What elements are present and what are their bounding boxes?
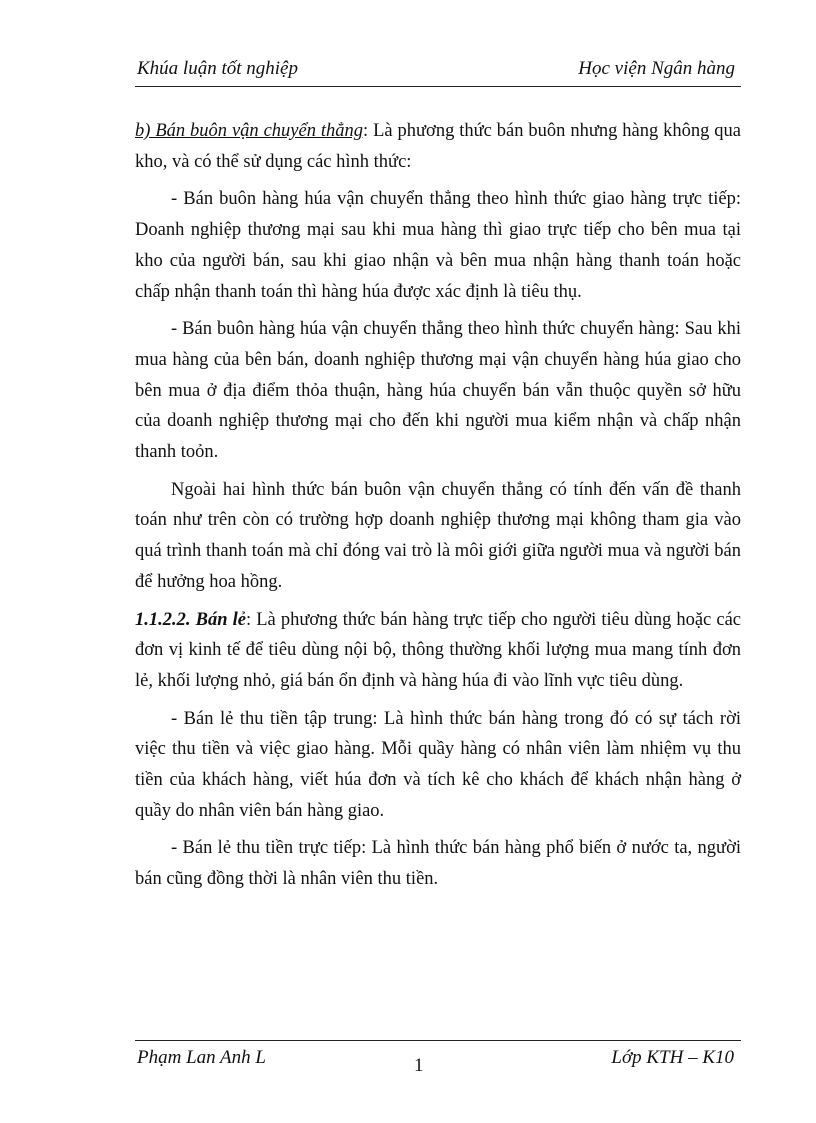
header-right-text: Học viện Ngân hàng xyxy=(578,58,735,79)
paragraph-retail-direct: - Bán lẻ thu tiền trực tiếp: Là hình thức bán hàng phổ biến ở nước ta, người bán cũng đồng thời là nhân viên thu tiền. xyxy=(135,838,741,890)
page-header xyxy=(135,58,741,87)
document-body xyxy=(135,116,741,902)
section-heading-retail: 1.1.2.2. Bán lẻ xyxy=(135,609,246,630)
footer-class: Lớp KTH – K10 xyxy=(611,1047,734,1068)
footer-divider xyxy=(135,1040,741,1041)
paragraph-direct-delivery: - Bán buôn hàng húa vận chuyển thẳng theo hình thức giao hàng trực tiếp: Doanh nghiệp thương mại sau khi mua hàng thì giao trực tiếp cho bên mua tại kho của người bán, sau khi giao nhận và bên mua nhận hàng thanh toán hoặc chấp nhận thanh toán thì hàng húa được xác định là tiêu thụ. xyxy=(135,189,741,302)
paragraph-retail xyxy=(135,605,741,697)
paragraph-retail-centralized: - Bán lẻ thu tiền tập trung: Là hình thức bán hàng trong đó có sự tách rời việc thu tiền và việc giao hàng. Mỗi quầy hàng có nhân viên làm nhiệm vụ thu tiền của khách hàng, viết húa đơn và tích kê cho khách để khách nhận hàng ở quầy do nhân viên bán hàng giao. xyxy=(135,708,741,821)
header-left-text: Khúa luận tốt nghiệp xyxy=(137,58,298,79)
paragraph-text: : Là phương thức bán hàng trực tiếp cho người tiêu dùng hoặc các đơn vị kinh tế để tiêu dùng nội bộ, thông thường khối lượng mua mang tính đơn lẻ, khối lượng nhỏ, giá bán ổn định và hàng húa đi vào lĩnh vực tiêu dùng. xyxy=(135,609,741,691)
paragraph-shipping: - Bán buôn hàng húa vận chuyển thẳng theo hình thức chuyển hàng: Sau khi mua hàng của bên bán, doanh nghiệp thương mại vận chuyển hàng húa giao cho bên mua ở địa điểm thỏa thuận, hàng húa chuyển bán vẫn thuộc quyền sở hữu của doanh nghiệp thương mại cho đến khi người mua kiểm nhận và chấp nhận thanh toỏn. xyxy=(135,319,741,463)
paragraph-wholesale-direct xyxy=(135,116,741,177)
page-number: 1 xyxy=(414,1055,424,1076)
paragraph-text: : Là phương thức bán buôn nhưng hàng không qua kho, và có thể sử dụng các hình thức: xyxy=(135,121,742,172)
section-heading-wholesale-direct: b) Bán buôn vận chuyển thẳng xyxy=(135,121,364,141)
footer-author: Phạm Lan Anh L xyxy=(137,1047,266,1068)
paragraph-brokerage: Ngoài hai hình thức bán buôn vận chuyển thẳng có tính đến vấn đề thanh toán như trên còn có trường hợp doanh nghiệp thương mại không tham gia vào quá trình thanh toán mà chỉ đóng vai trò là môi giới giữa người mua và người bán để hưởng hoa hồng. xyxy=(135,479,741,592)
